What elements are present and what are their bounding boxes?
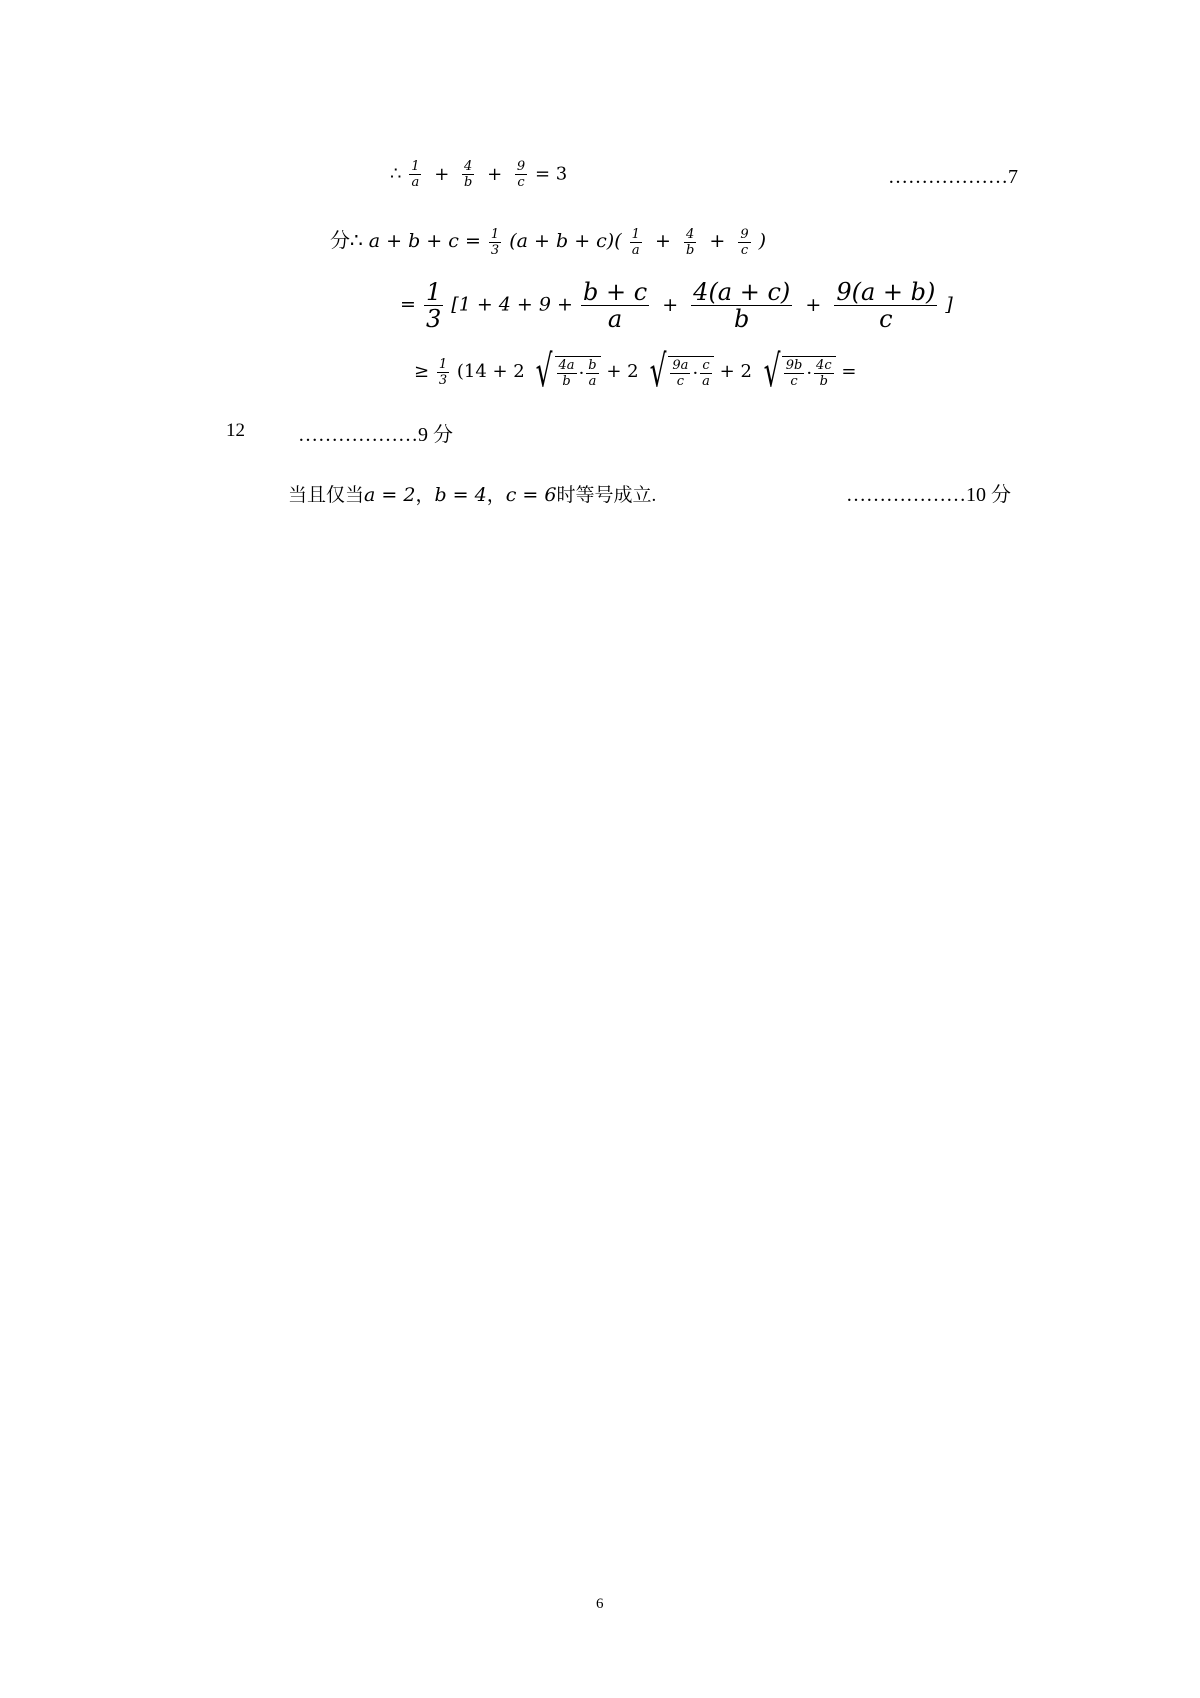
line-sum-expansion: 分∴ a + b + c = $\frac{1}{3}$ (a + b + c)( $\frac{1}{a}$ + $\frac{4}{b}$ + $\frac{9}{c}$ ) bbox=[330, 226, 767, 258]
score-marker-10: ………………10 分 bbox=[846, 484, 1011, 506]
fraction: $\frac{4}{b}$ bbox=[464, 159, 473, 190]
fraction: $\frac{9}{c}$ bbox=[740, 226, 749, 258]
score-marker-9: ………………9 分 bbox=[298, 424, 453, 446]
score-continuation-prefix: 分∴ bbox=[330, 228, 363, 252]
lhs-expression: a + b + c = bbox=[368, 230, 481, 252]
product-expression: (a + b + c)( bbox=[509, 230, 622, 252]
bracket-open-expression: [1 + 4 + 9 + bbox=[451, 293, 573, 316]
fraction-one-third: $\frac{1}{3}$ bbox=[425, 278, 442, 333]
square-root-term: √ $\frac{9b}{c}$ · $\frac{4c}{b}$ bbox=[758, 350, 836, 394]
line-therefore-sum: ∴ $\frac{1}{a}$ + $\frac{4}{b}$ + $\frac{9}{c}$ = 3 bbox=[390, 159, 568, 190]
fraction: $\frac{1}{a}$ bbox=[411, 159, 420, 190]
therefore-symbol: ∴ bbox=[390, 163, 402, 185]
radical-sign: √ bbox=[536, 346, 553, 397]
fraction: $\frac{1}{a}$ bbox=[631, 226, 640, 258]
fraction-one-third: $\frac{1}{3}$ bbox=[490, 226, 500, 258]
fraction: $\frac{9(a + b)}{c}$ bbox=[836, 278, 936, 333]
equals-three: = 3 bbox=[534, 163, 568, 185]
result-value-twelve: 12 bbox=[226, 420, 245, 441]
fraction: $\frac{4}{b}$ bbox=[685, 226, 695, 258]
score-marker-7: ………………7 bbox=[888, 166, 1018, 188]
radical-sign: √ bbox=[763, 346, 781, 397]
square-root-term: √ $\frac{4a}{b}$ · $\frac{b}{a}$ bbox=[530, 350, 600, 394]
radical-sign: √ bbox=[649, 346, 667, 397]
fraction: $\frac{4(a + c)}{b}$ bbox=[693, 278, 791, 333]
fraction: $\frac{9}{c}$ bbox=[516, 159, 526, 190]
fraction-one-third: $\frac{1}{3}$ bbox=[438, 356, 448, 388]
line-am-gm-inequality: ≥ $\frac{1}{3}$ (14 + 2 √ $\frac{4a}{b}$ · $\frac{b}{a}$ + 2 √ $\frac{9a}{c}$ · $\frac{c}{a}$ + 2 √ $\frac{9b}{c}$ · $\frac{4c}{b}$ = bbox=[414, 346, 857, 397]
fraction: $\frac{b + c}{a}$ bbox=[582, 278, 648, 333]
square-root-term: √ $\frac{9a}{c}$ · $\frac{c}{a}$ bbox=[644, 350, 714, 394]
equality-condition: 当且仅当a = 2，b = 4，c = 6时等号成立. bbox=[288, 484, 657, 506]
line-expanded-bracket: = $\frac{1}{3}$ [1 + 4 + 9 + $\frac{b + c}{a}$ + $\frac{4(a + c)}{b}$ + $\frac{9(a + b)}{c}$ ] bbox=[400, 278, 953, 333]
page-number: 6 bbox=[596, 1596, 604, 1612]
